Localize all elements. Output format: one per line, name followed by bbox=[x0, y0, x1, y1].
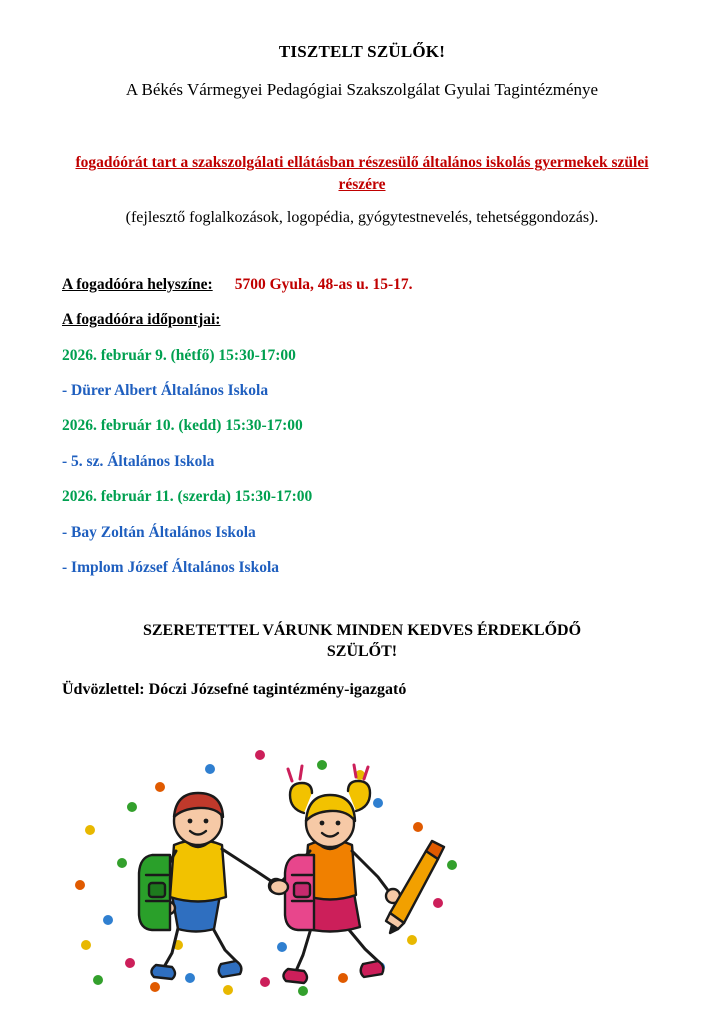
highlight-statement: fogadóórát tart a szakszolgálati ellátásban részesülő általános iskolás gyermekek szülei részére bbox=[75, 154, 649, 194]
schedule-school-3-1: - Bay Zoltán Általános Iskola bbox=[62, 523, 256, 541]
closing-line-1: SZERETETTEL VÁRUNK MINDEN KEDVES ÉRDEKLŐDŐ bbox=[142, 622, 582, 640]
two-children-with-backpacks-illustration bbox=[60, 735, 480, 1000]
schedule-school-3-2: - Implom József Általános Iskola bbox=[62, 558, 280, 576]
schedule-date-3: 2026. február 11. (szerda) 15:30-17:00 bbox=[62, 488, 313, 506]
venue-label: A fogadóóra helyszíne: bbox=[62, 275, 213, 293]
signature-line: Üdvözlettel: Dóczi Józsefné tagintézmény-igazgató bbox=[62, 680, 407, 698]
institution-subtitle: A Békés Vármegyei Pedagógiai Szakszolgálat Gyulai Tagintézménye bbox=[125, 80, 599, 99]
schedule-date-2: 2026. február 10. (kedd) 15:30-17:00 bbox=[62, 417, 303, 435]
schedule-school-1-1: - Dürer Albert Általános Iskola bbox=[62, 382, 269, 400]
times-label: A fogadóóra időpontjai: bbox=[62, 311, 221, 329]
venue-row bbox=[62, 275, 662, 294]
times-label-row bbox=[62, 310, 662, 329]
closing-invitation bbox=[62, 621, 662, 663]
venue-value: 5700 Gyula, 48-as u. 15-17. bbox=[234, 275, 413, 293]
closing-line-2: SZÜLŐT! bbox=[326, 643, 398, 661]
services-note: (fejlesztő foglalkozások, logopédia, gyógytestnevelés, tehetséggondozás). bbox=[125, 208, 599, 226]
details-block bbox=[62, 275, 662, 577]
page-title: TISZTELT SZÜLŐK! bbox=[278, 42, 446, 61]
schedule-date-1: 2026. február 9. (hétfő) 15:30-17:00 bbox=[62, 346, 296, 364]
schedule-school-2-1: - 5. sz. Általános Iskola bbox=[62, 452, 215, 470]
